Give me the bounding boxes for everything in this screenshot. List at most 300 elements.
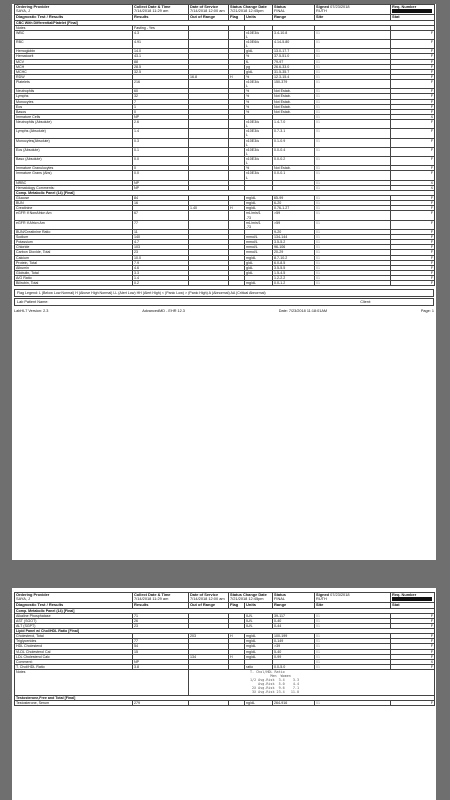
test-name: BUN xyxy=(15,201,133,206)
stat-value: F xyxy=(391,74,435,79)
test-name: Triglycerides xyxy=(15,639,133,644)
units-text: g/dL xyxy=(246,49,253,54)
site-value: 01 xyxy=(315,147,391,156)
result-value: 7 xyxy=(133,99,189,104)
test-name: Carbon Dioxide, Total xyxy=(15,250,133,255)
range-value: 100-199 xyxy=(273,634,315,639)
result-value: 2.6 xyxy=(133,120,189,129)
result-row xyxy=(15,138,435,147)
units-text-cont: L xyxy=(246,124,248,129)
site-value: 01 xyxy=(315,114,391,119)
report-page-2 xyxy=(12,588,436,800)
units-text-cont: L xyxy=(246,84,248,89)
signed-by: RUTH xyxy=(316,596,327,602)
test-name: RBC xyxy=(15,40,133,49)
result-value: 4.3 xyxy=(133,30,189,39)
units-text: x10E6/u xyxy=(246,40,260,45)
units-text-cont: L xyxy=(246,44,248,49)
units-text: mmol/L xyxy=(246,235,258,240)
range-value: 0-99 xyxy=(273,654,315,659)
site-value: 01 xyxy=(315,196,391,201)
units-text: % xyxy=(246,54,250,59)
test-name: Globulin, Total xyxy=(15,270,133,275)
units-value xyxy=(245,138,273,147)
page-label: Page: xyxy=(420,309,431,314)
site-value: 01 xyxy=(315,220,391,229)
stat-value: F xyxy=(391,64,435,69)
col-header-flag: Flag xyxy=(229,603,245,609)
result-value: 0.3 xyxy=(133,138,189,147)
site-value: 01 xyxy=(315,49,391,54)
units-value xyxy=(245,211,273,220)
units-text-cont: L xyxy=(246,34,248,39)
units-text: % xyxy=(246,89,250,94)
units-text-cont: L xyxy=(246,175,248,180)
req-number-cell xyxy=(391,5,435,15)
units-value xyxy=(245,281,273,286)
flag-value: H xyxy=(229,634,245,639)
result-value: 1.4 xyxy=(133,276,189,281)
site-value: 01 xyxy=(315,30,391,39)
units-text: mg/dL xyxy=(246,281,256,286)
out-of-range-value xyxy=(189,211,229,220)
test-name: BUN/Creatinine Ratio xyxy=(15,229,133,234)
site-value: 01 xyxy=(315,74,391,79)
range-value: 0-149 xyxy=(273,639,315,644)
units-text: ratio xyxy=(246,664,253,669)
site-value: 01 xyxy=(315,613,391,618)
units-text-cont: L xyxy=(246,142,248,147)
range-value: 39-117 xyxy=(273,613,315,618)
date-of-service-label: Date of Service xyxy=(190,592,219,597)
out-of-range-value xyxy=(189,171,229,180)
units-value xyxy=(245,80,273,89)
collect-date-cell xyxy=(133,5,189,15)
test-name: MCV xyxy=(15,59,133,64)
flag-value xyxy=(229,211,245,220)
client-label: Client: xyxy=(360,300,371,305)
site-value: 01 xyxy=(315,654,391,659)
range-value: 0.0-0.4 xyxy=(273,147,315,156)
test-name: T. Chol/HDL Ratio xyxy=(15,664,133,669)
range-value: 0.0-0.1 xyxy=(273,171,315,180)
report-header-row xyxy=(15,5,435,15)
range-value: >59 xyxy=(273,211,315,220)
req-number-cell xyxy=(391,593,435,603)
units-value xyxy=(245,700,273,705)
site-value: 01 xyxy=(315,104,391,109)
result-row xyxy=(15,147,435,156)
test-name: Protein, Total xyxy=(15,260,133,265)
stat-value: X xyxy=(391,185,435,190)
units-text: x10E3/u xyxy=(246,147,260,152)
range-value: 6-20 xyxy=(273,201,315,206)
status-cell xyxy=(273,5,315,15)
units-text-cont: L xyxy=(246,151,248,156)
col-header-stat: Stat xyxy=(391,15,435,21)
result-value: 26 xyxy=(133,618,189,623)
flag-value xyxy=(229,281,245,286)
stat-value: F xyxy=(391,265,435,270)
result-value: 1.4 xyxy=(133,129,189,138)
ordering-provider-label: Ordering Provider xyxy=(16,592,50,597)
flag-value xyxy=(229,171,245,180)
site-value: 01 xyxy=(315,639,391,644)
stat-value: F xyxy=(391,138,435,147)
test-name: A/G Ratio xyxy=(15,276,133,281)
site-value: 01 xyxy=(315,623,391,628)
range-value: Not Estab. xyxy=(273,104,315,109)
date-of-service-value: 7/14/2018 12:00 am xyxy=(190,596,225,602)
result-value: 4.6 xyxy=(133,265,189,270)
range-value: 0.7-3.1 xyxy=(273,129,315,138)
lab-patient-bar xyxy=(14,298,434,306)
flag-value xyxy=(229,129,245,138)
out-of-range-value: 134 xyxy=(189,654,229,659)
stat-value: F xyxy=(391,157,435,166)
site-value: 01 xyxy=(315,109,391,114)
site-value: 01 xyxy=(315,80,391,89)
stat-value: F xyxy=(391,109,435,114)
range-value: 3.5-5.5 xyxy=(273,265,315,270)
result-value: 84 xyxy=(133,196,189,201)
result-row xyxy=(15,211,435,220)
units-text: mmol/L xyxy=(246,240,258,245)
col-header-units: Units xyxy=(245,15,273,21)
stat-value: F xyxy=(391,260,435,265)
result-value: 32 xyxy=(133,94,189,99)
result-row xyxy=(15,80,435,89)
test-name: Immature Grans (Abs) xyxy=(15,171,133,180)
ordering-provider-cell xyxy=(15,593,133,603)
footer-time: 11:18:01AM xyxy=(306,309,328,314)
units-text-cont: .73 xyxy=(246,224,251,229)
units-value xyxy=(245,147,273,156)
stat-value: F xyxy=(391,49,435,54)
result-value: 0.0 xyxy=(133,171,189,180)
test-name: Creatinine xyxy=(15,206,133,211)
result-value: 0.2 xyxy=(133,281,189,286)
stat-value: F xyxy=(391,59,435,64)
product-name: AdvancedMD - EHR 12.3 xyxy=(142,309,185,314)
units-text-cont: L xyxy=(246,133,248,138)
stat-value: F xyxy=(391,639,435,644)
test-name: Lymphs xyxy=(15,94,133,99)
range-value: 0.76-1.27 xyxy=(273,206,315,211)
stat-value: X xyxy=(391,180,435,185)
result-value: 140 xyxy=(133,235,189,240)
units-text: % xyxy=(246,109,250,114)
range-value: 0.0-5.0 xyxy=(273,664,315,669)
units-text: x10E3/u xyxy=(246,157,260,162)
stat-value: F xyxy=(391,220,435,229)
site-value: 01 xyxy=(315,94,391,99)
result-value: 43.1 xyxy=(133,54,189,59)
notes-label: Notes xyxy=(15,670,189,695)
stat-value: F xyxy=(391,634,435,639)
site-value: 01 xyxy=(315,618,391,623)
site-value: 01 xyxy=(315,211,391,220)
result-row xyxy=(15,220,435,229)
result-value: 67 xyxy=(133,211,189,220)
units-text: g/dL xyxy=(246,265,253,270)
lab-patient-label: Lab Patient Name: xyxy=(17,300,49,305)
result-value: 7.9 xyxy=(133,260,189,265)
units-text: ng/dL xyxy=(246,700,255,705)
date-of-service-cell xyxy=(189,593,229,603)
out-of-range-value xyxy=(189,220,229,229)
req-number-label: Req. Number xyxy=(392,4,417,9)
result-value: 77 xyxy=(133,639,189,644)
units-text: mg/dL xyxy=(246,196,256,201)
site-value: 01 xyxy=(315,206,391,211)
collect-date-value: 7/14/2018 11:29 am xyxy=(134,8,169,14)
out-of-range-value xyxy=(189,120,229,129)
range-value: Not Estab. xyxy=(273,166,315,171)
units-text: g/dL xyxy=(246,270,253,275)
range-value: 79-97 xyxy=(273,59,315,64)
test-name: Notes xyxy=(15,25,133,30)
results-table-page-2 xyxy=(14,592,435,706)
range-value: 6.0-8.5 xyxy=(273,260,315,265)
site-value: 01 xyxy=(315,201,391,206)
units-text: fL xyxy=(246,59,249,64)
stat-value: F xyxy=(391,240,435,245)
flag-value: H xyxy=(229,74,245,79)
stat-value: F xyxy=(391,235,435,240)
ordering-provider-label: Ordering Provider xyxy=(16,4,50,9)
units-text: mL/min/1 xyxy=(246,220,261,225)
collect-date-label: Collect Date & Time xyxy=(134,4,171,9)
ratio-table-cell xyxy=(189,670,435,695)
status-label: Status xyxy=(274,592,286,597)
flag-value xyxy=(229,40,245,49)
units-value xyxy=(245,129,273,138)
units-text: x10E3/u xyxy=(246,80,260,85)
site-value: 01 xyxy=(315,659,391,664)
flag-value xyxy=(229,120,245,129)
result-value: 216 xyxy=(133,80,189,89)
site-value: 01 xyxy=(315,185,391,190)
range-value: 1.2-2.2 xyxy=(273,276,315,281)
status-value: FINAL xyxy=(274,8,286,14)
col-header-site: Site xyxy=(315,15,391,21)
page-number: 1 xyxy=(431,309,434,314)
version-value: 2.3 xyxy=(43,309,49,314)
range-value: >39 xyxy=(273,644,315,649)
result-value: 54 xyxy=(133,644,189,649)
report-header-row xyxy=(15,593,435,603)
result-value: 88 xyxy=(133,59,189,64)
result-value: 23 xyxy=(133,623,189,628)
result-value: 1 xyxy=(133,104,189,109)
status-value: FINAL xyxy=(274,596,286,602)
units-text: mg/dL xyxy=(246,206,256,211)
result-value: 0 xyxy=(133,166,189,171)
range-value: Not Estab. xyxy=(273,99,315,104)
units-text: % xyxy=(246,99,250,104)
stat-value: F xyxy=(391,700,435,705)
stat-value: F xyxy=(391,166,435,171)
site-value: 01 xyxy=(315,120,391,129)
range-value: 31.5-35.7 xyxy=(273,69,315,74)
ratio-reference-table: T. Chol/HDL Ratio Men Women 1/2 Avg.Risk 3.4 3.3 Avg.Risk 5.0 4.4 2X Avg.Risk 9.6 7.1 3X Avg.Risk 23.4 11.0 xyxy=(250,670,299,695)
section-title: Comp. Metabolic Panel (14) [Final] xyxy=(15,190,435,195)
range-value: 20-29 xyxy=(273,250,315,255)
site-value: 01 xyxy=(315,166,391,171)
test-name: Baso (Absolute) xyxy=(15,157,133,166)
out-of-range-value xyxy=(189,40,229,49)
stat-value: F xyxy=(391,270,435,275)
site-value: 01 xyxy=(315,281,391,286)
stat-value: F xyxy=(391,250,435,255)
site-value: 01 xyxy=(315,69,391,74)
out-of-range-value: 203 xyxy=(189,634,229,639)
stat-value: F xyxy=(391,147,435,156)
units-text: % xyxy=(246,74,250,79)
site-value: 01 xyxy=(315,138,391,147)
req-number-label: Req. Number xyxy=(392,592,417,597)
result-value: NP xyxy=(133,114,189,119)
status-change-date-value: 7/21/2018 12:45pm xyxy=(230,596,264,602)
flag-value: H xyxy=(229,206,245,211)
stat-value: F xyxy=(391,99,435,104)
stat-value: F xyxy=(391,129,435,138)
site-value: 01 xyxy=(315,54,391,59)
test-name: Hemoglobin xyxy=(15,49,133,54)
test-name: VLDL Cholesterol Cal xyxy=(15,649,133,654)
flag-value xyxy=(229,157,245,166)
range-value: 3.4-10.8 xyxy=(273,30,315,39)
units-text: mL/min/1 xyxy=(246,211,261,216)
test-name: Neutrophils xyxy=(15,89,133,94)
section-title: Testosterone,Free and Total [Final] xyxy=(15,695,435,700)
flag-value: H xyxy=(229,654,245,659)
signed-label: Signed xyxy=(316,4,331,9)
result-value: 0 xyxy=(133,109,189,114)
redaction-bar xyxy=(392,597,432,601)
test-name: WBC xyxy=(15,30,133,39)
report-page-1 xyxy=(12,4,436,560)
result-value: 0.0 xyxy=(133,157,189,166)
result-row xyxy=(15,40,435,49)
site-value: 01 xyxy=(315,129,391,138)
signed-date: 07/23/2018 xyxy=(330,592,350,597)
test-name: Eos xyxy=(15,104,133,109)
test-name: Calcium xyxy=(15,255,133,260)
stat-value: F xyxy=(391,281,435,286)
result-row xyxy=(15,157,435,166)
section-title: CBC With Differential/Platelet [Final] xyxy=(15,20,435,25)
result-value: 10.0 xyxy=(133,255,189,260)
stat-value: F xyxy=(391,40,435,49)
units-text: IU/L xyxy=(246,613,253,618)
range-value: 1.5-4.5 xyxy=(273,270,315,275)
site-value: 01 xyxy=(315,64,391,69)
result-value: 4.91 xyxy=(133,40,189,49)
range-value: 0-44 xyxy=(273,623,315,628)
result-value: Fasting - Yes xyxy=(133,25,189,30)
stat-value: F xyxy=(391,104,435,109)
stat-value: F xyxy=(391,69,435,74)
col-header-out-of-range: Out of Range xyxy=(189,15,229,21)
units-value xyxy=(245,220,273,229)
col-header-test: Diagnostic Test / Results xyxy=(15,15,133,21)
stat-value: F xyxy=(391,649,435,654)
col-header-stat: Stat xyxy=(391,603,435,609)
units-text: x10E3/u xyxy=(246,138,260,143)
units-text: % xyxy=(246,94,250,99)
test-name: Potassium xyxy=(15,240,133,245)
test-name: RDW xyxy=(15,74,133,79)
stat-value: F xyxy=(391,196,435,201)
site-value: 01 xyxy=(315,255,391,260)
col-header-range: Range xyxy=(273,15,315,21)
stat-value: F xyxy=(391,211,435,220)
units-text: % xyxy=(246,166,250,171)
out-of-range-value xyxy=(189,138,229,147)
result-value: 71 xyxy=(133,613,189,618)
units-text: mg/dL xyxy=(246,634,256,639)
test-name: Glucose xyxy=(15,196,133,201)
test-name: eGFR If Africn Am xyxy=(15,220,133,229)
range-value: Not Estab. xyxy=(273,94,315,99)
page-footer xyxy=(14,309,434,313)
site-value: 01 xyxy=(315,99,391,104)
test-name: Monocytes(Absolute) xyxy=(15,138,133,147)
site-value: 01 xyxy=(315,664,391,669)
result-value: 15 xyxy=(133,649,189,654)
units-text: mg/dL xyxy=(246,255,256,260)
range-value: 0.0-0.2 xyxy=(273,157,315,166)
col-header-range: Range xyxy=(273,603,315,609)
date-label: Date: xyxy=(278,309,288,314)
test-name: Lymphs (Absolute) xyxy=(15,129,133,138)
result-value: 103 xyxy=(133,245,189,250)
range-value: 26.6-33.0 xyxy=(273,64,315,69)
range-value: 150-379 xyxy=(273,80,315,89)
result-value: 3.8 xyxy=(133,664,189,669)
stat-value: F xyxy=(391,654,435,659)
version-label: LabHL7 Version: xyxy=(14,309,43,314)
test-name: LDL Cholesterol Calc xyxy=(15,654,133,659)
result-value: 11 xyxy=(133,229,189,234)
stat-value: F xyxy=(391,276,435,281)
result-row xyxy=(15,129,435,138)
section-title: Comp. Metabolic Panel (14) [Final] xyxy=(15,608,435,613)
stat-value: F xyxy=(391,54,435,59)
test-name: Sodium xyxy=(15,235,133,240)
site-value: 01 xyxy=(315,229,391,234)
col-header-test: Diagnostic Test / Results xyxy=(15,603,133,609)
date-of-service-value: 7/14/2018 12:00 am xyxy=(190,8,225,14)
stat-value: F xyxy=(391,30,435,39)
range-value: 8.7-10.2 xyxy=(273,255,315,260)
result-value: 0.1 xyxy=(133,147,189,156)
site-value: 01 xyxy=(315,270,391,275)
test-name: Chloride xyxy=(15,245,133,250)
ordering-provider-value: SAYA, J xyxy=(16,8,30,14)
result-value: 32.5 xyxy=(133,69,189,74)
signed-by: RUTH xyxy=(316,8,327,14)
units-text: IU/L xyxy=(246,623,253,628)
out-of-range-value: 16.8 xyxy=(189,74,229,79)
test-name: Comment: xyxy=(15,659,133,664)
range-value: 1.4-7.0 xyxy=(273,120,315,129)
signed-label: Signed xyxy=(316,592,331,597)
stat-value: F xyxy=(391,229,435,234)
site-value: 01 xyxy=(315,260,391,265)
